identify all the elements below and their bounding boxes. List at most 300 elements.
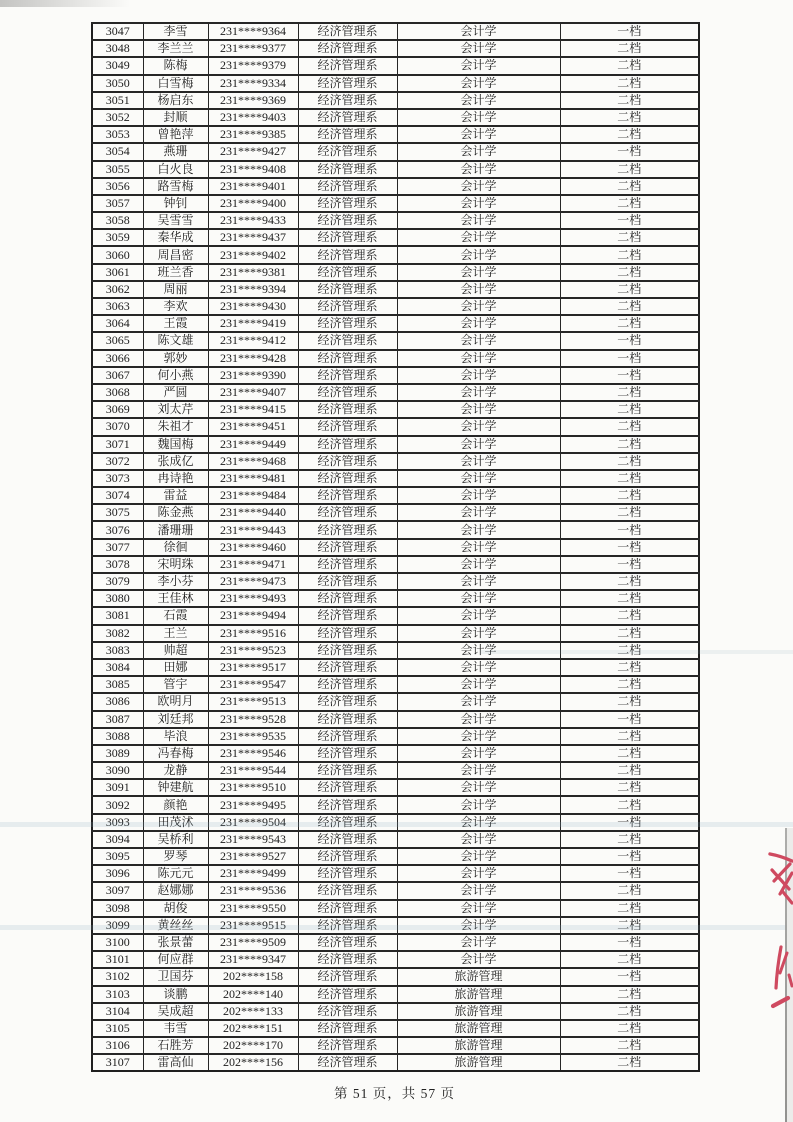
table-row bbox=[92, 934, 699, 951]
cell-name: 周丽 bbox=[143, 281, 208, 298]
cell-masked-id: 231****9527 bbox=[208, 848, 298, 865]
cell-masked-id: 231****9509 bbox=[208, 934, 298, 951]
cell-major: 会计学 bbox=[397, 195, 560, 212]
cell-serial: 3081 bbox=[92, 607, 143, 624]
cell-serial: 3080 bbox=[92, 590, 143, 607]
cell-name: 龙静 bbox=[143, 762, 208, 779]
cell-masked-id: 231****9437 bbox=[208, 229, 298, 246]
cell-major: 会计学 bbox=[397, 126, 560, 143]
cell-department: 经济管理系 bbox=[298, 848, 397, 865]
cell-major: 会计学 bbox=[397, 693, 560, 710]
roster-table-body bbox=[92, 23, 699, 1071]
cell-tier: 一档 bbox=[560, 539, 699, 556]
table-row bbox=[92, 1020, 699, 1037]
table-row bbox=[92, 350, 699, 367]
cell-serial: 3071 bbox=[92, 436, 143, 453]
cell-masked-id: 231****9419 bbox=[208, 315, 298, 332]
cell-department: 经济管理系 bbox=[298, 728, 397, 745]
cell-masked-id: 231****9499 bbox=[208, 865, 298, 882]
cell-serial: 3074 bbox=[92, 487, 143, 504]
cell-department: 经济管理系 bbox=[298, 1020, 397, 1037]
cell-department: 经济管理系 bbox=[298, 968, 397, 985]
cell-tier: 二档 bbox=[560, 951, 699, 968]
cell-department: 经济管理系 bbox=[298, 900, 397, 917]
cell-major: 会计学 bbox=[397, 573, 560, 590]
cell-serial: 3072 bbox=[92, 453, 143, 470]
cell-tier: 一档 bbox=[560, 350, 699, 367]
cell-masked-id: 231****9504 bbox=[208, 814, 298, 831]
cell-serial: 3103 bbox=[92, 986, 143, 1003]
cell-masked-id: 231****9460 bbox=[208, 539, 298, 556]
table-row bbox=[92, 453, 699, 470]
cell-tier: 二档 bbox=[560, 917, 699, 934]
cell-name: 谈鹏 bbox=[143, 986, 208, 1003]
cell-tier: 二档 bbox=[560, 418, 699, 435]
table-row bbox=[92, 470, 699, 487]
cell-name: 欧明月 bbox=[143, 693, 208, 710]
cell-masked-id: 231****9381 bbox=[208, 264, 298, 281]
cell-name: 陈元元 bbox=[143, 865, 208, 882]
cell-name: 严圆 bbox=[143, 384, 208, 401]
cell-masked-id: 231****9412 bbox=[208, 332, 298, 349]
cell-major: 会计学 bbox=[397, 711, 560, 728]
cell-masked-id: 231****9402 bbox=[208, 246, 298, 263]
cell-tier: 二档 bbox=[560, 831, 699, 848]
cell-major: 会计学 bbox=[397, 161, 560, 178]
cell-department: 经济管理系 bbox=[298, 487, 397, 504]
cell-major: 会计学 bbox=[397, 504, 560, 521]
cell-department: 经济管理系 bbox=[298, 161, 397, 178]
cell-serial: 3098 bbox=[92, 900, 143, 917]
cell-name: 赵娜娜 bbox=[143, 882, 208, 899]
cell-department: 经济管理系 bbox=[298, 573, 397, 590]
cell-major: 会计学 bbox=[397, 143, 560, 160]
cell-tier: 二档 bbox=[560, 401, 699, 418]
cell-department: 经济管理系 bbox=[298, 659, 397, 676]
table-row bbox=[92, 607, 699, 624]
cell-major: 会计学 bbox=[397, 796, 560, 813]
cell-name: 白雪梅 bbox=[143, 75, 208, 92]
cell-major: 会计学 bbox=[397, 539, 560, 556]
cell-name: 刘太芹 bbox=[143, 401, 208, 418]
cell-masked-id: 231****9510 bbox=[208, 779, 298, 796]
cell-name: 田娜 bbox=[143, 659, 208, 676]
cell-masked-id: 231****9334 bbox=[208, 75, 298, 92]
table-row bbox=[92, 573, 699, 590]
cell-department: 经济管理系 bbox=[298, 143, 397, 160]
cell-department: 经济管理系 bbox=[298, 779, 397, 796]
cell-department: 经济管理系 bbox=[298, 57, 397, 74]
cell-masked-id: 231****9468 bbox=[208, 453, 298, 470]
cell-major: 会计学 bbox=[397, 264, 560, 281]
cell-masked-id: 231****9528 bbox=[208, 711, 298, 728]
cell-name: 卫国芬 bbox=[143, 968, 208, 985]
cell-tier: 一档 bbox=[560, 814, 699, 831]
cell-major: 会计学 bbox=[397, 831, 560, 848]
table-row bbox=[92, 298, 699, 315]
cell-masked-id: 231****9543 bbox=[208, 831, 298, 848]
cell-serial: 3068 bbox=[92, 384, 143, 401]
cell-tier: 二档 bbox=[560, 178, 699, 195]
cell-serial: 3055 bbox=[92, 161, 143, 178]
table-row bbox=[92, 109, 699, 126]
cell-name: 吴雪雪 bbox=[143, 212, 208, 229]
cell-department: 经济管理系 bbox=[298, 745, 397, 762]
cell-department: 经济管理系 bbox=[298, 178, 397, 195]
cell-name: 白火良 bbox=[143, 161, 208, 178]
cell-name: 钟建航 bbox=[143, 779, 208, 796]
cell-major: 会计学 bbox=[397, 212, 560, 229]
cell-major: 会计学 bbox=[397, 436, 560, 453]
cell-masked-id: 231****9377 bbox=[208, 40, 298, 57]
cell-name: 周昌密 bbox=[143, 246, 208, 263]
table-row bbox=[92, 126, 699, 143]
cell-name: 路雪梅 bbox=[143, 178, 208, 195]
red-ink-marks bbox=[753, 840, 793, 1022]
cell-major: 会计学 bbox=[397, 951, 560, 968]
cell-tier: 二档 bbox=[560, 1020, 699, 1037]
cell-tier: 一档 bbox=[560, 212, 699, 229]
cell-major: 旅游管理 bbox=[397, 1020, 560, 1037]
cell-tier: 二档 bbox=[560, 453, 699, 470]
cell-name: 石胜芳 bbox=[143, 1037, 208, 1054]
cell-major: 会计学 bbox=[397, 23, 560, 40]
cell-major: 会计学 bbox=[397, 848, 560, 865]
cell-serial: 3085 bbox=[92, 676, 143, 693]
cell-tier: 二档 bbox=[560, 281, 699, 298]
cell-serial: 3082 bbox=[92, 625, 143, 642]
cell-masked-id: 231****9513 bbox=[208, 693, 298, 710]
cell-name: 雷益 bbox=[143, 487, 208, 504]
cell-department: 经济管理系 bbox=[298, 951, 397, 968]
cell-masked-id: 231****9401 bbox=[208, 178, 298, 195]
table-row bbox=[92, 367, 699, 384]
cell-serial: 3095 bbox=[92, 848, 143, 865]
cell-masked-id: 231****9550 bbox=[208, 900, 298, 917]
roster-table bbox=[91, 22, 700, 1072]
cell-name: 封顺 bbox=[143, 109, 208, 126]
table-row bbox=[92, 556, 699, 573]
cell-department: 经济管理系 bbox=[298, 384, 397, 401]
cell-masked-id: 231****9494 bbox=[208, 607, 298, 624]
table-row bbox=[92, 75, 699, 92]
cell-masked-id: 231****9364 bbox=[208, 23, 298, 40]
cell-tier: 二档 bbox=[560, 229, 699, 246]
cell-department: 经济管理系 bbox=[298, 229, 397, 246]
cell-name: 朱祖才 bbox=[143, 418, 208, 435]
cell-tier: 二档 bbox=[560, 504, 699, 521]
cell-masked-id: 231****9390 bbox=[208, 367, 298, 384]
table-row bbox=[92, 796, 699, 813]
cell-tier: 二档 bbox=[560, 161, 699, 178]
cell-serial: 3089 bbox=[92, 745, 143, 762]
cell-department: 经济管理系 bbox=[298, 92, 397, 109]
cell-serial: 3052 bbox=[92, 109, 143, 126]
cell-department: 经济管理系 bbox=[298, 315, 397, 332]
cell-name: 石霞 bbox=[143, 607, 208, 624]
cell-department: 经济管理系 bbox=[298, 693, 397, 710]
cell-name: 帅超 bbox=[143, 642, 208, 659]
cell-masked-id: 231****9544 bbox=[208, 762, 298, 779]
cell-department: 经济管理系 bbox=[298, 109, 397, 126]
cell-tier: 二档 bbox=[560, 264, 699, 281]
cell-serial: 3093 bbox=[92, 814, 143, 831]
cell-tier: 二档 bbox=[560, 796, 699, 813]
cell-department: 经济管理系 bbox=[298, 401, 397, 418]
table-row bbox=[92, 728, 699, 745]
cell-major: 会计学 bbox=[397, 367, 560, 384]
cell-department: 经济管理系 bbox=[298, 882, 397, 899]
cell-tier: 二档 bbox=[560, 1054, 699, 1071]
cell-department: 经济管理系 bbox=[298, 865, 397, 882]
cell-major: 会计学 bbox=[397, 298, 560, 315]
cell-department: 经济管理系 bbox=[298, 40, 397, 57]
cell-tier: 二档 bbox=[560, 779, 699, 796]
cell-serial: 3092 bbox=[92, 796, 143, 813]
cell-serial: 3051 bbox=[92, 92, 143, 109]
cell-tier: 二档 bbox=[560, 384, 699, 401]
table-row bbox=[92, 281, 699, 298]
cell-department: 经济管理系 bbox=[298, 75, 397, 92]
table-row bbox=[92, 57, 699, 74]
cell-major: 会计学 bbox=[397, 676, 560, 693]
cell-major: 会计学 bbox=[397, 917, 560, 934]
table-row bbox=[92, 590, 699, 607]
cell-masked-id: 202****133 bbox=[208, 1003, 298, 1020]
cell-name: 何小燕 bbox=[143, 367, 208, 384]
table-row bbox=[92, 831, 699, 848]
cell-masked-id: 231****9394 bbox=[208, 281, 298, 298]
cell-major: 旅游管理 bbox=[397, 1037, 560, 1054]
cell-name: 吴桥利 bbox=[143, 831, 208, 848]
cell-serial: 3106 bbox=[92, 1037, 143, 1054]
cell-serial: 3086 bbox=[92, 693, 143, 710]
cell-major: 会计学 bbox=[397, 642, 560, 659]
cell-serial: 3060 bbox=[92, 246, 143, 263]
cell-major: 旅游管理 bbox=[397, 968, 560, 985]
cell-tier: 二档 bbox=[560, 57, 699, 74]
cell-serial: 3100 bbox=[92, 934, 143, 951]
table-row bbox=[92, 762, 699, 779]
cell-department: 经济管理系 bbox=[298, 521, 397, 538]
cell-tier: 一档 bbox=[560, 23, 699, 40]
cell-serial: 3049 bbox=[92, 57, 143, 74]
cell-masked-id: 231****9403 bbox=[208, 109, 298, 126]
cell-tier: 二档 bbox=[560, 75, 699, 92]
cell-tier: 二档 bbox=[560, 900, 699, 917]
page-number-footer: 第 51 页，共 57 页 bbox=[334, 1086, 455, 1101]
cell-serial: 3075 bbox=[92, 504, 143, 521]
cell-department: 经济管理系 bbox=[298, 934, 397, 951]
cell-masked-id: 202****140 bbox=[208, 986, 298, 1003]
cell-masked-id: 231****9379 bbox=[208, 57, 298, 74]
cell-name: 陈文雄 bbox=[143, 332, 208, 349]
cell-tier: 二档 bbox=[560, 745, 699, 762]
cell-masked-id: 231****9430 bbox=[208, 298, 298, 315]
cell-masked-id: 202****151 bbox=[208, 1020, 298, 1037]
cell-department: 经济管理系 bbox=[298, 246, 397, 263]
cell-tier: 二档 bbox=[560, 92, 699, 109]
cell-major: 会计学 bbox=[397, 401, 560, 418]
cell-masked-id: 231****9523 bbox=[208, 642, 298, 659]
cell-tier: 二档 bbox=[560, 1037, 699, 1054]
table-row bbox=[92, 745, 699, 762]
cell-name: 吴成超 bbox=[143, 1003, 208, 1020]
cell-major: 会计学 bbox=[397, 75, 560, 92]
cell-serial: 3058 bbox=[92, 212, 143, 229]
cell-department: 经济管理系 bbox=[298, 367, 397, 384]
cell-serial: 3079 bbox=[92, 573, 143, 590]
table-row bbox=[92, 92, 699, 109]
cell-masked-id: 231****9546 bbox=[208, 745, 298, 762]
cell-name: 李小芬 bbox=[143, 573, 208, 590]
cell-serial: 3096 bbox=[92, 865, 143, 882]
cell-department: 经济管理系 bbox=[298, 711, 397, 728]
cell-name: 黄丝丝 bbox=[143, 917, 208, 934]
cell-masked-id: 231****9408 bbox=[208, 161, 298, 178]
cell-tier: 二档 bbox=[560, 590, 699, 607]
cell-masked-id: 231****9517 bbox=[208, 659, 298, 676]
cell-tier: 二档 bbox=[560, 195, 699, 212]
cell-masked-id: 231****9473 bbox=[208, 573, 298, 590]
cell-tier: 一档 bbox=[560, 934, 699, 951]
table-row bbox=[92, 143, 699, 160]
cell-tier: 二档 bbox=[560, 109, 699, 126]
cell-serial: 3097 bbox=[92, 882, 143, 899]
table-row bbox=[92, 487, 699, 504]
table-row bbox=[92, 264, 699, 281]
cell-major: 旅游管理 bbox=[397, 1054, 560, 1071]
cell-masked-id: 231****9443 bbox=[208, 521, 298, 538]
table-row bbox=[92, 521, 699, 538]
cell-department: 经济管理系 bbox=[298, 281, 397, 298]
cell-serial: 3107 bbox=[92, 1054, 143, 1071]
cell-masked-id: 231****9451 bbox=[208, 418, 298, 435]
cell-serial: 3076 bbox=[92, 521, 143, 538]
cell-name: 毕浪 bbox=[143, 728, 208, 745]
cell-department: 经济管理系 bbox=[298, 814, 397, 831]
cell-masked-id: 231****9407 bbox=[208, 384, 298, 401]
cell-name: 钟钊 bbox=[143, 195, 208, 212]
cell-serial: 3061 bbox=[92, 264, 143, 281]
table-row bbox=[92, 1037, 699, 1054]
cell-major: 会计学 bbox=[397, 865, 560, 882]
cell-major: 会计学 bbox=[397, 178, 560, 195]
cell-department: 经济管理系 bbox=[298, 264, 397, 281]
cell-name: 宋明珠 bbox=[143, 556, 208, 573]
cell-name: 刘廷邦 bbox=[143, 711, 208, 728]
cell-major: 会计学 bbox=[397, 281, 560, 298]
cell-tier: 二档 bbox=[560, 573, 699, 590]
table-row bbox=[92, 779, 699, 796]
table-row bbox=[92, 900, 699, 917]
cell-department: 经济管理系 bbox=[298, 1003, 397, 1020]
table-row bbox=[92, 436, 699, 453]
cell-name: 燕珊 bbox=[143, 143, 208, 160]
cell-department: 经济管理系 bbox=[298, 332, 397, 349]
cell-major: 会计学 bbox=[397, 315, 560, 332]
cell-department: 经济管理系 bbox=[298, 796, 397, 813]
cell-masked-id: 231****9347 bbox=[208, 951, 298, 968]
cell-tier: 二档 bbox=[560, 246, 699, 263]
cell-department: 经济管理系 bbox=[298, 126, 397, 143]
cell-tier: 二档 bbox=[560, 762, 699, 779]
cell-masked-id: 231****9481 bbox=[208, 470, 298, 487]
cell-serial: 3064 bbox=[92, 315, 143, 332]
cell-tier: 一档 bbox=[560, 521, 699, 538]
cell-tier: 二档 bbox=[560, 298, 699, 315]
cell-major: 会计学 bbox=[397, 332, 560, 349]
cell-major: 会计学 bbox=[397, 900, 560, 917]
cell-name: 杨启东 bbox=[143, 92, 208, 109]
table-row bbox=[92, 332, 699, 349]
cell-department: 经济管理系 bbox=[298, 470, 397, 487]
cell-major: 会计学 bbox=[397, 418, 560, 435]
table-row bbox=[92, 539, 699, 556]
cell-tier: 二档 bbox=[560, 315, 699, 332]
cell-name: 王佳林 bbox=[143, 590, 208, 607]
table-row bbox=[92, 848, 699, 865]
cell-serial: 3066 bbox=[92, 350, 143, 367]
table-row bbox=[92, 23, 699, 40]
cell-major: 会计学 bbox=[397, 934, 560, 951]
cell-masked-id: 202****156 bbox=[208, 1054, 298, 1071]
cell-name: 班兰香 bbox=[143, 264, 208, 281]
cell-name: 陈梅 bbox=[143, 57, 208, 74]
cell-major: 会计学 bbox=[397, 350, 560, 367]
cell-name: 何应群 bbox=[143, 951, 208, 968]
table-row bbox=[92, 986, 699, 1003]
cell-name: 王霞 bbox=[143, 315, 208, 332]
cell-serial: 3090 bbox=[92, 762, 143, 779]
cell-masked-id: 231****9369 bbox=[208, 92, 298, 109]
table-row bbox=[92, 40, 699, 57]
cell-tier: 二档 bbox=[560, 882, 699, 899]
cell-masked-id: 231****9535 bbox=[208, 728, 298, 745]
table-row bbox=[92, 229, 699, 246]
cell-serial: 3087 bbox=[92, 711, 143, 728]
cell-name: 张景蕾 bbox=[143, 934, 208, 951]
cell-department: 经济管理系 bbox=[298, 676, 397, 693]
cell-name: 管宇 bbox=[143, 676, 208, 693]
cell-masked-id: 231****9515 bbox=[208, 917, 298, 934]
cell-serial: 3105 bbox=[92, 1020, 143, 1037]
cell-major: 会计学 bbox=[397, 882, 560, 899]
cell-tier: 二档 bbox=[560, 676, 699, 693]
cell-tier: 一档 bbox=[560, 556, 699, 573]
cell-major: 会计学 bbox=[397, 229, 560, 246]
cell-major: 会计学 bbox=[397, 487, 560, 504]
cell-major: 会计学 bbox=[397, 246, 560, 263]
cell-masked-id: 231****9449 bbox=[208, 436, 298, 453]
cell-masked-id: 231****9427 bbox=[208, 143, 298, 160]
scan-shadow bbox=[0, 0, 130, 7]
table-row bbox=[92, 951, 699, 968]
table-row bbox=[92, 642, 699, 659]
cell-masked-id: 231****9536 bbox=[208, 882, 298, 899]
cell-department: 经济管理系 bbox=[298, 504, 397, 521]
table-row bbox=[92, 212, 699, 229]
cell-name: 张成亿 bbox=[143, 453, 208, 470]
cell-masked-id: 231****9400 bbox=[208, 195, 298, 212]
cell-name: 魏国梅 bbox=[143, 436, 208, 453]
cell-major: 会计学 bbox=[397, 814, 560, 831]
cell-name: 田茂沭 bbox=[143, 814, 208, 831]
cell-masked-id: 202****170 bbox=[208, 1037, 298, 1054]
cell-tier: 一档 bbox=[560, 848, 699, 865]
cell-serial: 3094 bbox=[92, 831, 143, 848]
table-row bbox=[92, 711, 699, 728]
